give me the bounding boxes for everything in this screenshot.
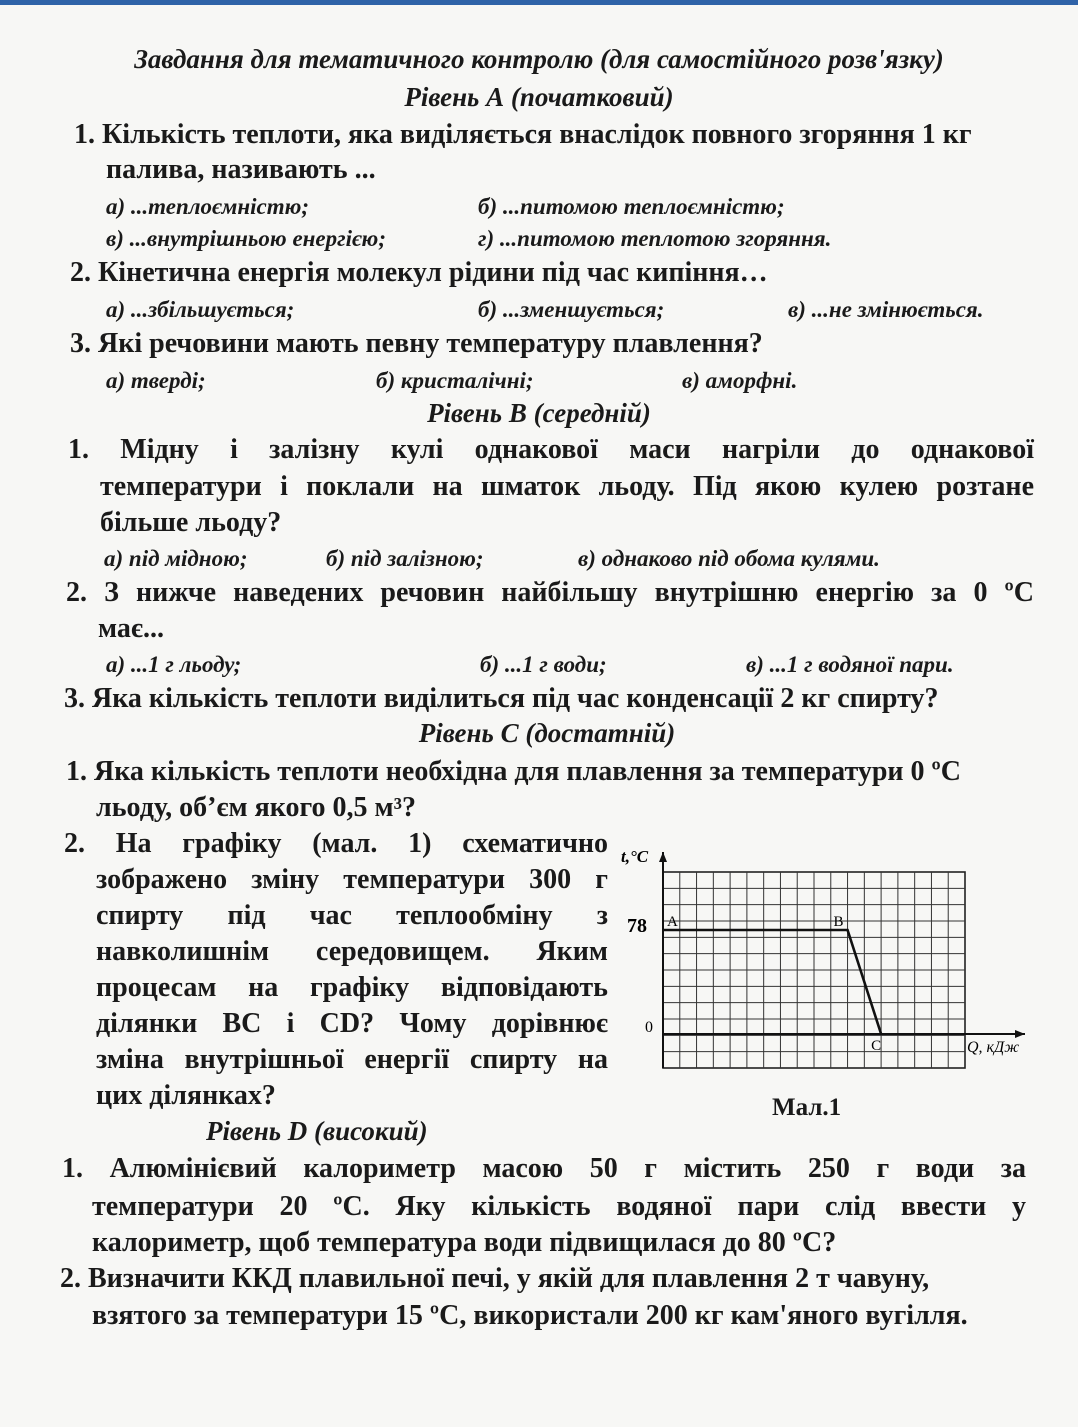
level-c-q2-line-7: зміна внутрішньої енергії спирту на	[96, 1044, 608, 1075]
level-d-q1-line2: температури 20 ºС. Яку кількість водяної пари слід ввести у	[92, 1191, 1026, 1222]
level-b-q1-option-b: б) під залізною;	[326, 546, 484, 571]
chart-y-tick-label: 78	[627, 915, 647, 937]
chart-point-label: B	[833, 914, 844, 930]
level-d-heading: Рівень D (високий)	[206, 1116, 428, 1146]
chart-point-label: C	[871, 1038, 882, 1054]
level-b-heading: Рівень В (середній)	[427, 398, 651, 428]
level-b-q1-line1: 1. Мідну і залізну кулі однакової маси нагріли до однакової	[68, 434, 1034, 465]
level-a-q2: 2. Кінетична енергія молекул рідини під час кипіння…	[70, 257, 768, 288]
level-b-q1-option-c: в) однаково під обома кулями.	[578, 546, 880, 571]
page-title: Завдання для тематичного контролю (для самостійного розв'язку)	[134, 44, 944, 74]
level-c-q1-line1: 1. Яка кількість теплоти необхідна для плавлення за температури 0 ºС	[66, 756, 962, 787]
level-b-q3: 3. Яка кількість теплоти виділиться під час конденсації 2 кг спирту?	[64, 683, 939, 714]
level-a-q1-option-d: г) ...питомою теплотою згоряння.	[478, 226, 832, 251]
level-a-q3: 3. Які речовини мають певну температуру плавлення?	[70, 328, 763, 359]
level-d-q1-line3: калориметр, щоб температура води підвищилася до 80 ºС?	[92, 1227, 837, 1258]
level-d-q2-line2: взятого за температури 15 ºС, використали 200 кг кам'яного вугілля.	[92, 1300, 968, 1331]
chart-y-label: t,°C	[621, 847, 649, 866]
level-b-q1-line3: більше льоду?	[100, 507, 282, 538]
level-c-q2-line-8: цих ділянках?	[96, 1080, 276, 1111]
level-a-heading: Рівень А (початковий)	[404, 82, 674, 112]
level-c-q2-line-6: ділянки ВС і CD? Чому дорівнює	[96, 1008, 608, 1039]
top-border	[0, 0, 1078, 5]
level-a-q2-option-c: в) ...не змінюється.	[788, 297, 984, 322]
level-a-q1-option-b: б) ...питомою теплоємністю;	[478, 194, 785, 219]
chart-x-axis-arrow	[1015, 1030, 1025, 1038]
level-d-q2-line1: 2. Визначити ККД плавильної печі, у якій для плавлення 2 т чавуну,	[60, 1263, 930, 1294]
level-c-q2-line-1: 2. На графіку (мал. 1) схематично	[64, 828, 608, 859]
level-a-q2-option-a: а) ...збільшується;	[106, 297, 295, 322]
level-b-q1-line2: температури і поклали на шматок льоду. Під якою кулею розтане	[100, 471, 1034, 502]
level-b-q2-line2: має...	[98, 613, 164, 644]
level-c-q2-line-5: процесам на графіку відповідають	[96, 972, 608, 1003]
chart-x-label: Q, кДж	[967, 1039, 1020, 1056]
level-b-q2-option-c: в) ...1 г водяної пари.	[746, 652, 954, 677]
chart-point-label: A	[667, 914, 678, 930]
level-c-q2-line-4: навколишнім середовищем. Яким	[96, 936, 608, 967]
level-a-q3-option-b: б) кристалічні;	[376, 368, 534, 393]
level-c-q2-line-2: зображено зміну температури 300 г	[96, 864, 608, 895]
level-a-q1-line1: 1. Кількість теплоти, яка виділяється внаслідок повного згоряння 1 кг	[74, 119, 972, 150]
level-c-q2-line-3: спирту під час теплообміну з	[96, 900, 608, 931]
level-c-heading: Рівень С (достатній)	[418, 718, 676, 748]
level-a-q1-option-a: а) ...теплоємністю;	[106, 194, 310, 219]
chart-caption: Мал.1	[772, 1094, 842, 1121]
level-a-q1-option-c: в) ...внутрішньою енергією;	[106, 226, 387, 251]
temperature-chart	[615, 838, 1045, 1128]
level-c-q1-line2: льоду, об’єм якого 0,5 м³?	[96, 792, 416, 823]
level-b-q1-option-a: а) під мідною;	[104, 546, 248, 571]
level-d-q1-line1: 1. Алюмінієвий калориметр масою 50 г містить 250 г води за	[62, 1153, 1026, 1184]
level-a-q3-option-c: в) аморфні.	[682, 368, 798, 393]
level-a-q1-line2: палива, називають ...	[106, 154, 376, 185]
chart-y-tick-label: 0	[645, 1019, 653, 1036]
level-b-q2-option-b: б) ...1 г води;	[480, 652, 607, 677]
level-b-q2-line1: 2. З нижче наведених речовин найбільшу внутрішню енергію за 0 ºС	[66, 577, 1034, 608]
level-a-q2-option-b: б) ...зменшується;	[478, 297, 665, 322]
chart-series-line	[663, 930, 881, 1034]
chart-y-axis-arrow	[659, 852, 667, 862]
level-b-q2-option-a: а) ...1 г льоду;	[106, 652, 242, 677]
level-a-q3-option-a: а) тверді;	[106, 368, 206, 393]
